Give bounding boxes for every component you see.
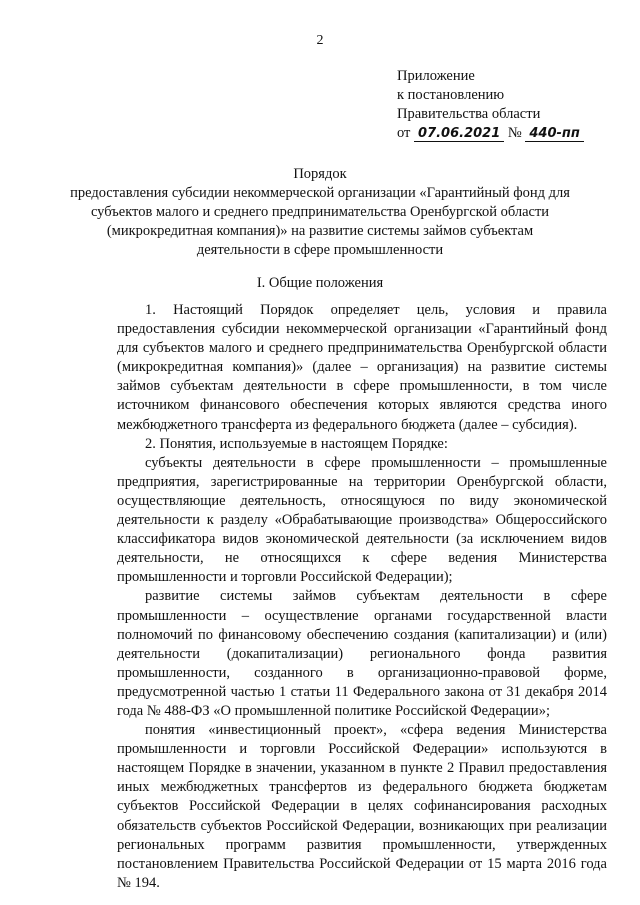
title-heading: Порядок (293, 166, 347, 182)
appendix-block (397, 67, 584, 143)
resolution-date: 07.06.2021 (414, 126, 504, 142)
number-prefix: № (507, 125, 522, 141)
paragraph-3: субъекты деятельности в сфере промышленности – промышленные предприятия, зарегистрированные на территории Оренбургской области, осуществляющие деятельность, относящуюся по виду экономической деятельности к разделу «Обрабатывающие производства» Общероссийского классификатора видов экономической деятельности (за исключением видов деятельности, не относящихся к сфере ведения Министерства промышленности и торговли Российской Федерации); (117, 454, 607, 586)
paragraph-4: развитие системы займов субъектам деятельности в сфере промышленности – осуществление органами государственной власти полномочий по финансовому обеспечению создания (капитализации) и (или) деятельности (докапитализации) регионального фонда развития промышленности, созданного в организационно-правовой форме, предусмотренной частью 1 статьи 11 Федерального закона от 31 декабря 2014 года № 488-ФЗ «О промышленной политике Российской Федерации»; (117, 588, 607, 719)
section-heading: I. Общие положения (256, 275, 384, 291)
appendix-government: Правительства области (397, 106, 541, 122)
appendix-date-line (397, 124, 584, 143)
paragraph-2: 2. Понятия, используемые в настоящем Порядке: (145, 435, 448, 452)
body-text (117, 301, 607, 893)
page-number: 2 (316, 33, 324, 48)
date-prefix: от (397, 125, 411, 141)
paragraph-1: 1. Настоящий Порядок определяет цель, условия и правила предоставления субсидии некоммерческой организации «Гарантийный фонд для субъектов малого и среднего предпринимательства Оренбургской области (микрокредитная компания)» (далее – организация) на развитие системы займов субъектам деятельности в сфере промышленности, в том числе источником финансового обеспечения которых являются средства иного межбюджетного трансферта из федерального бюджета (далее – субсидия). (117, 302, 607, 433)
appendix-title: Приложение (397, 68, 475, 84)
resolution-number: 440-пп (525, 126, 584, 142)
document-title (70, 165, 570, 260)
appendix-resolution: к постановлению (397, 87, 505, 103)
paragraph-5: понятия «инвестиционный проект», «сфера ведения Министерства промышленности и торговли Российской Федерации» используются в настоящем Порядке в значении, указанном в пункте 2 Правил предоставления иных межбюджетных трансфертов из федерального бюджета бюджетам субъектов Российской Федерации в целях софинансирования расходных обязательств субъектов Российской Федерации, возникающих при реализации региональных программ развития промышленности, утвержденных постановлением Правительства Российской Федерации от 15 марта 2016 года № 194. (117, 722, 607, 891)
title-subtitle: предоставления субсидии некоммерческой организации «Гарантийный фонд для субъектов малого и среднего предпринимательства Оренбургской области (микрокредитная компания)» на развитие системы займов субъектам деятельности в сфере промышленности (70, 185, 570, 258)
